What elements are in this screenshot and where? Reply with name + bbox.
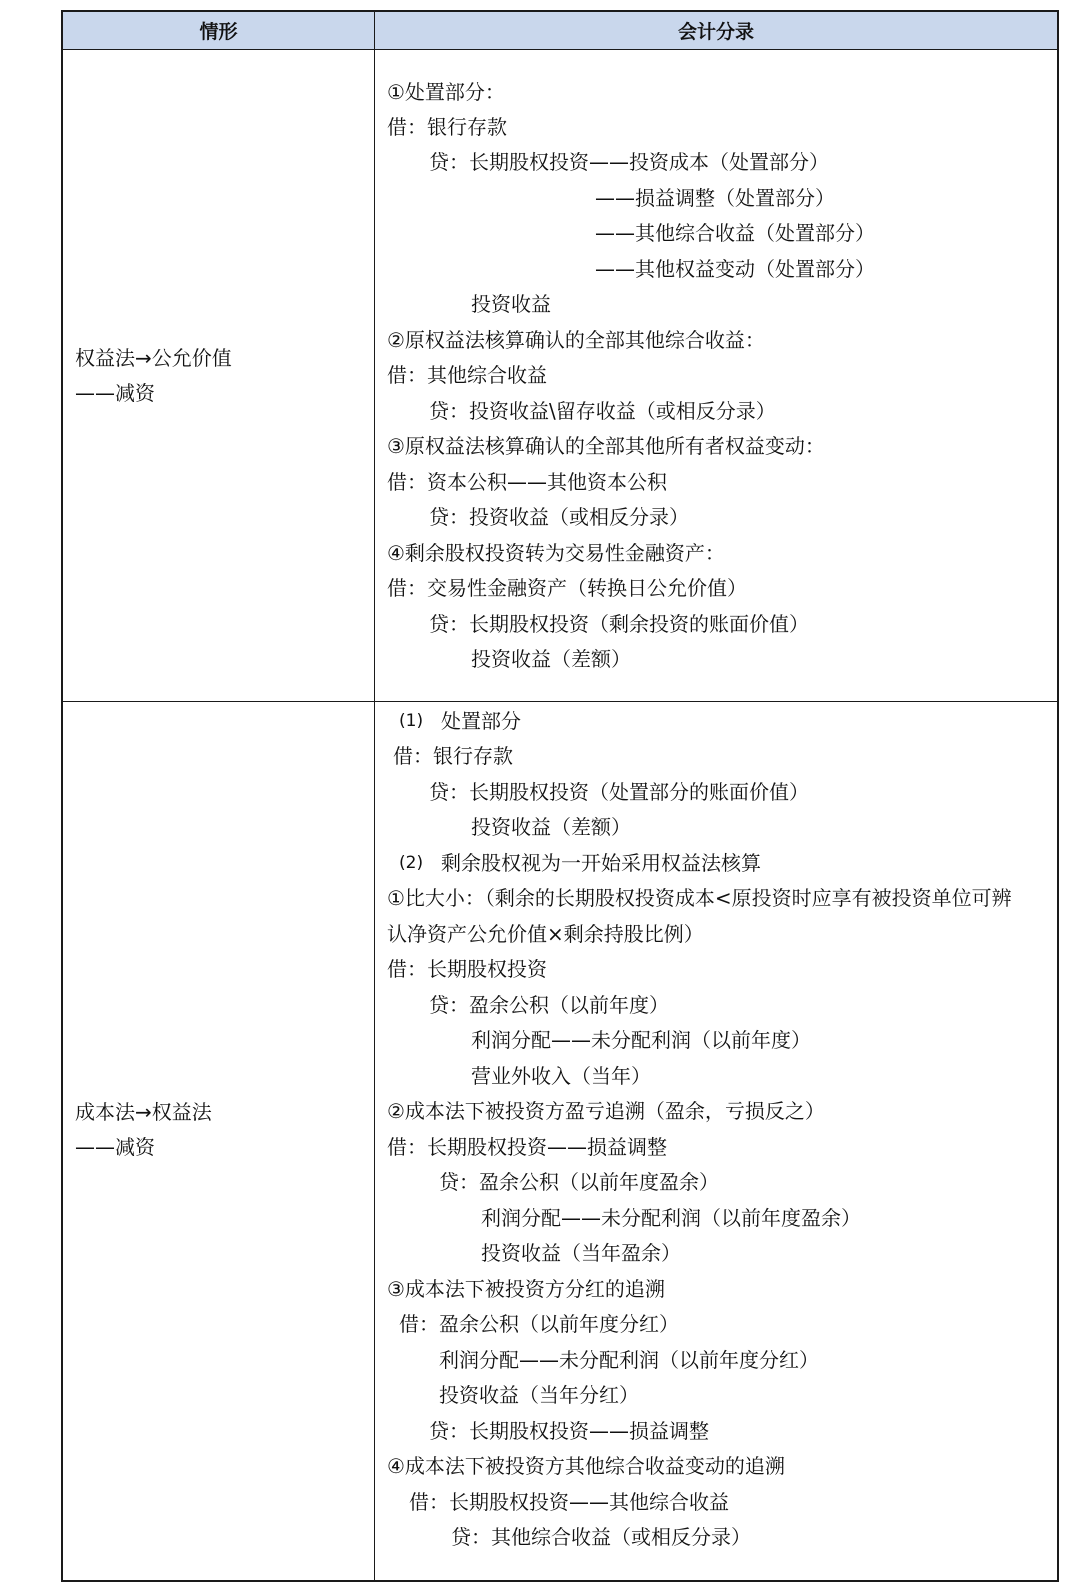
entry-line: 贷：盈余公积（以前年度盈余） bbox=[439, 1170, 719, 1194]
entry-line: ④剩余股权投资转为交易性金融资产： bbox=[387, 541, 725, 565]
entry-line: 借：长期股权投资 bbox=[387, 957, 547, 981]
entry-line: 投资收益 bbox=[471, 292, 551, 316]
entry-line: 贷：其他综合收益（或相反分录） bbox=[451, 1525, 751, 1549]
entry-number: (1) bbox=[399, 711, 424, 731]
entry-line: 营业外收入（当年） bbox=[471, 1064, 651, 1088]
scenario-cell bbox=[63, 702, 375, 1580]
scenario-text bbox=[75, 1095, 212, 1165]
entry-line: 借：长期股权投资——其他综合收益 bbox=[409, 1490, 729, 1514]
entry-line: 贷：盈余公积（以前年度） bbox=[429, 993, 669, 1017]
accounting-entries-table bbox=[61, 10, 1059, 1582]
entry-line: 投资收益（差额） bbox=[471, 647, 631, 671]
entry-line: 认净资产公允价值×剩余持股比例） bbox=[387, 922, 704, 946]
entry-line: 借：其他综合收益 bbox=[387, 363, 547, 387]
entry-line: ②原权益法核算确认的全部其他综合收益： bbox=[387, 328, 765, 352]
scenario-line: 权益法→公允价值 bbox=[75, 346, 232, 370]
entry-number: (2) bbox=[399, 853, 424, 873]
header-scenario: 情形 bbox=[63, 12, 375, 49]
table-row bbox=[63, 50, 1057, 702]
entry-line: 投资收益（当年分红） bbox=[439, 1383, 639, 1407]
entry-line: 投资收益（差额） bbox=[471, 815, 631, 839]
entry-line: ④成本法下被投资方其他综合收益变动的追溯 bbox=[387, 1454, 785, 1478]
entry-line: 贷：长期股权投资——投资成本（处置部分） bbox=[429, 150, 829, 174]
scenario-text bbox=[75, 341, 232, 411]
entry-line: 借：长期股权投资——损益调整 bbox=[387, 1135, 667, 1159]
entry-line: ——其他综合收益（处置部分） bbox=[595, 221, 875, 245]
entry-line: 贷：长期股权投资（处置部分的账面价值） bbox=[429, 780, 809, 804]
entry-line: ③原权益法核算确认的全部其他所有者权益变动： bbox=[387, 434, 825, 458]
entry-line: 借：银行存款 bbox=[387, 115, 507, 139]
entry-line: 利润分配——未分配利润（以前年度分红） bbox=[439, 1348, 819, 1372]
entry-line: ②成本法下被投资方盈亏追溯（盈余，亏损反之） bbox=[387, 1099, 825, 1123]
entry-line: 贷：长期股权投资（剩余投资的账面价值） bbox=[429, 612, 809, 636]
entry-line: ——其他权益变动（处置部分） bbox=[595, 257, 875, 281]
header-entries: 会计分录 bbox=[677, 21, 754, 43]
entry-line: ①处置部分： bbox=[387, 80, 505, 104]
entries-cell bbox=[375, 50, 1057, 701]
scenario-line: ——减资 bbox=[75, 1135, 155, 1159]
entry-line: ①比大小：（剩余的长期股权投资成本<原投资时应享有被投资单位可辨 bbox=[387, 886, 1012, 910]
entry-line: 借：银行存款 bbox=[393, 744, 513, 768]
scenario-cell bbox=[63, 50, 375, 701]
table-header bbox=[63, 12, 1057, 50]
entry-line: 借：交易性金融资产（转换日公允价值） bbox=[387, 576, 747, 600]
entry-line: ③成本法下被投资方分红的追溯 bbox=[387, 1277, 665, 1301]
scenario-line: 成本法→权益法 bbox=[75, 1100, 212, 1124]
entry-line: 借：盈余公积（以前年度分红） bbox=[399, 1312, 679, 1336]
scenario-line: ——减资 bbox=[75, 381, 155, 405]
entry-line: 处置部分 bbox=[441, 709, 521, 733]
entry-line: 借：资本公积——其他资本公积 bbox=[387, 470, 667, 494]
entry-line: 利润分配——未分配利润（以前年度盈余） bbox=[481, 1206, 861, 1230]
entry-line: 利润分配——未分配利润（以前年度） bbox=[471, 1028, 811, 1052]
entry-line: 贷：投资收益\留存收益（或相反分录） bbox=[429, 399, 776, 423]
entry-line: 投资收益（当年盈余） bbox=[481, 1241, 681, 1265]
entry-line: 剩余股权视为一开始采用权益法核算 bbox=[441, 851, 761, 875]
entry-line: ——损益调整（处置部分） bbox=[595, 186, 835, 210]
entry-line: 贷：投资收益（或相反分录） bbox=[429, 505, 689, 529]
entries-cell bbox=[375, 702, 1057, 1580]
entry-line: 贷：长期股权投资——损益调整 bbox=[429, 1419, 709, 1443]
table-row bbox=[63, 702, 1057, 1580]
